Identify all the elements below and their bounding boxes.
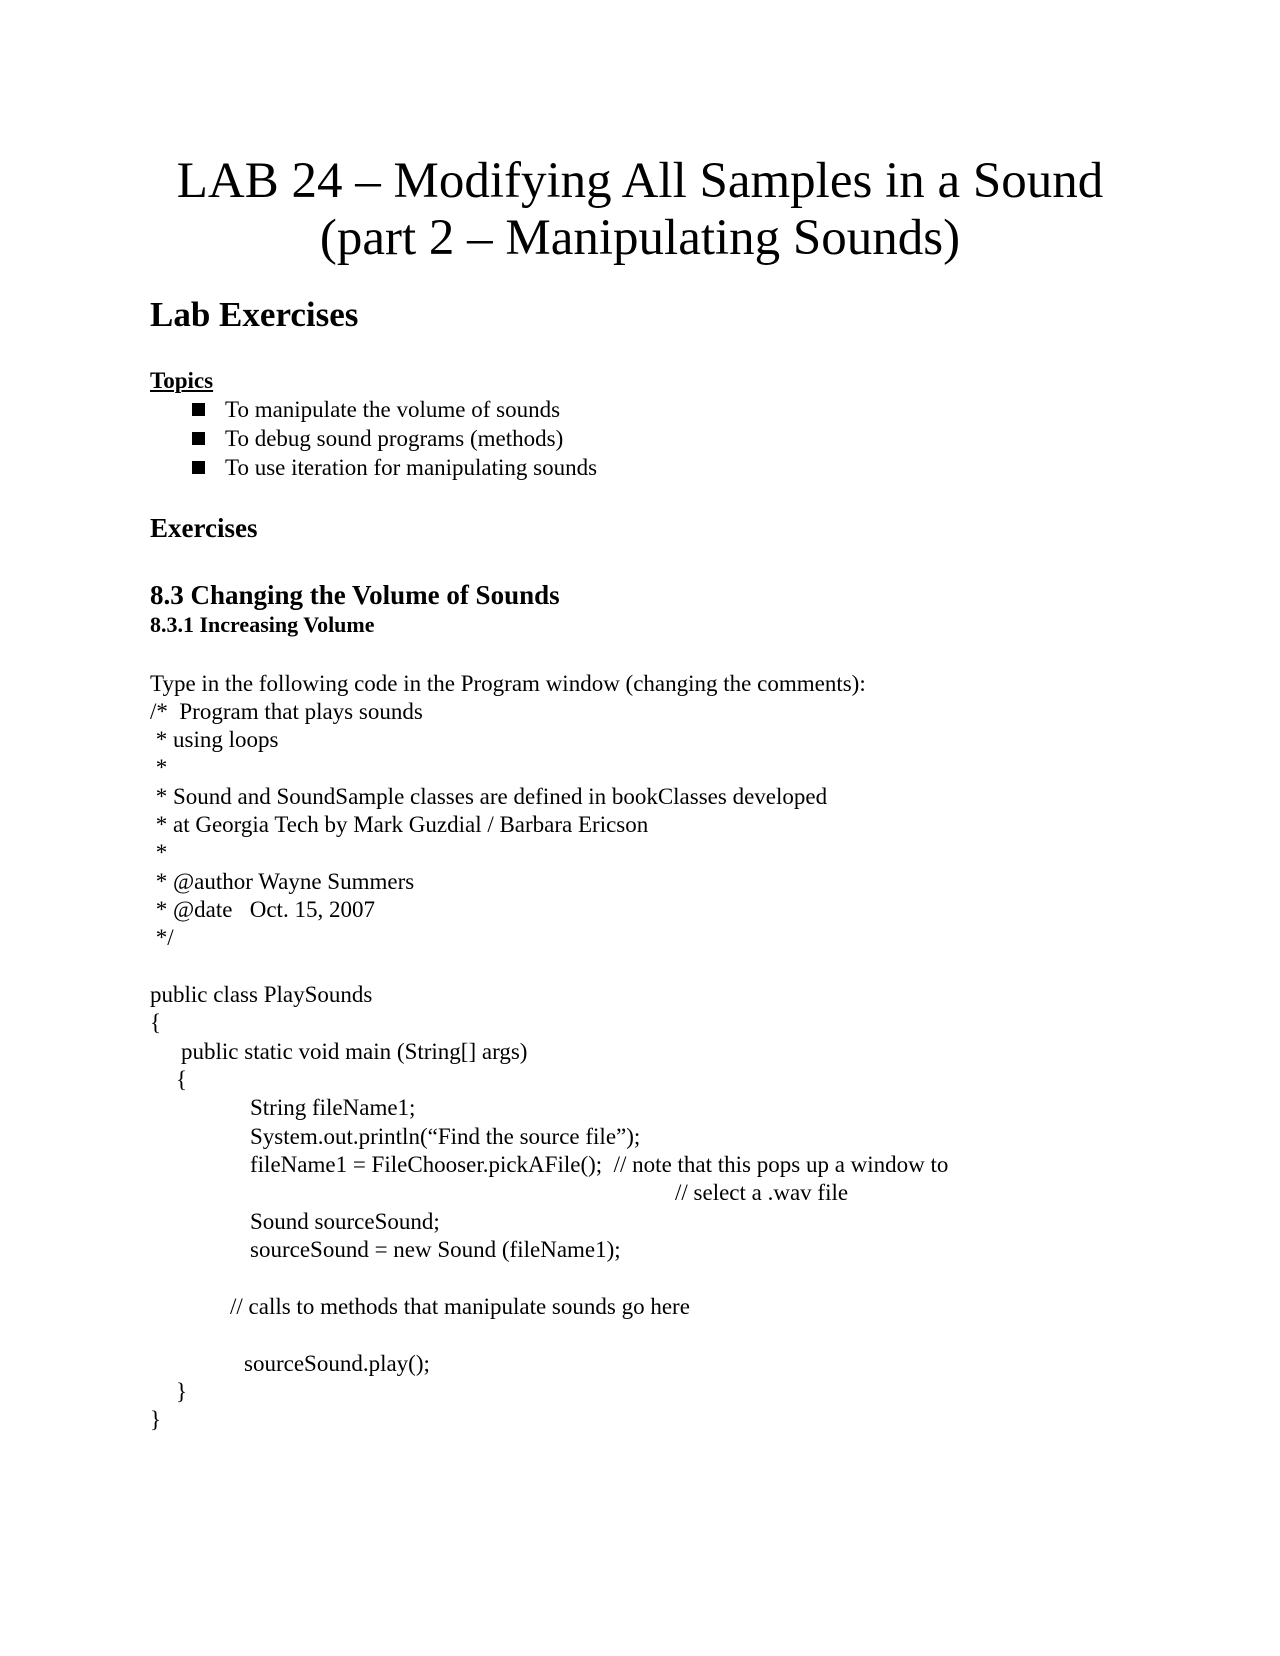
topic-text: To use iteration for manipulating sounds (225, 455, 598, 480)
code-line: sourceSound = new Sound (fileName1); (250, 1237, 621, 1262)
topic-text: To manipulate the volume of sounds (225, 397, 561, 422)
code-line: System.out.println(“Find the source file”); (250, 1124, 641, 1149)
list-item (150, 453, 597, 482)
code-line: fileName1 = FileChooser.pickAFile(); // note that this pops up a window to (250, 1152, 949, 1177)
code-class-open-brace: { (150, 1010, 162, 1035)
code-comment-line: * using loops (150, 727, 279, 752)
code-continuation-comment: // select a .wav file (675, 1180, 849, 1205)
page-title-line-2: (part 2 – Manipulating Sounds) (319, 210, 961, 266)
square-bullet-icon (192, 432, 205, 445)
code-comment-line: * (150, 755, 168, 780)
subsection-heading: 8.3.1 Increasing Volume (150, 612, 375, 637)
code-main-close-brace: } (176, 1379, 188, 1404)
lab-exercises-heading: Lab Exercises (150, 295, 359, 334)
code-main-declaration: public static void main (String[] args) (181, 1039, 528, 1064)
list-item (150, 395, 597, 424)
code-play-line: sourceSound.play(); (244, 1351, 430, 1376)
exercises-heading: Exercises (150, 513, 258, 543)
code-calls-comment: // calls to methods that manipulate sounds go here (230, 1294, 690, 1319)
code-class-declaration: public class PlaySounds (150, 982, 373, 1007)
code-comment-line: * at Georgia Tech by Mark Guzdial / Barbara Ericson (150, 812, 649, 837)
code-comment-line: */ (150, 925, 174, 950)
topics-list (150, 395, 597, 482)
code-comment-line: * @author Wayne Summers (150, 869, 415, 894)
square-bullet-icon (192, 461, 205, 474)
list-item (150, 424, 597, 453)
code-comment-line: * (150, 840, 168, 865)
code-line: Sound sourceSound; (250, 1209, 440, 1234)
code-line: String fileName1; (250, 1095, 416, 1120)
topic-text: To debug sound programs (methods) (225, 426, 564, 451)
instruction-text: Type in the following code in the Program window (changing the comments): (150, 671, 866, 696)
square-bullet-icon (192, 403, 205, 416)
code-comment-line: /* Program that plays sounds (150, 699, 423, 724)
code-comment-line: * @date Oct. 15, 2007 (150, 897, 375, 922)
page-title-line-1: LAB 24 – Modifying All Samples in a Sound (176, 153, 1104, 209)
topics-label: Topics (150, 368, 214, 393)
code-class-close-brace: } (150, 1407, 162, 1432)
code-comment-line: * Sound and SoundSample classes are defined in bookClasses developed (150, 784, 828, 809)
section-heading: 8.3 Changing the Volume of Sounds (150, 580, 560, 610)
code-main-open-brace: { (176, 1067, 188, 1092)
